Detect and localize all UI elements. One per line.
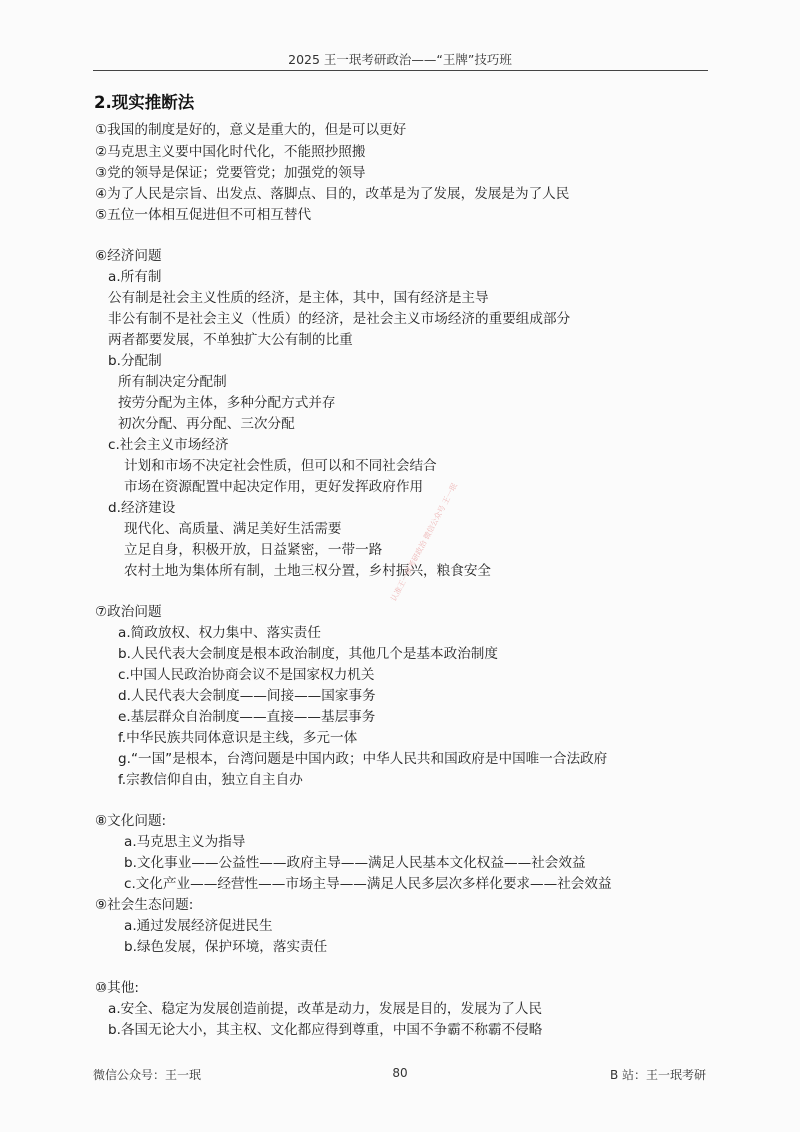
politics-item: f.宗教信仰自由，独立自主自办 — [118, 772, 303, 788]
economy-d-line: 立足自身，积极开放，日益紧密，一带一路 — [124, 542, 383, 558]
politics-item: d.人民代表大会制度——间接——国家事务 — [118, 688, 376, 704]
politics-item: b.人民代表大会制度是根本政治制度，其他几个是基本政治制度 — [118, 646, 498, 662]
culture-item: a.马克思主义为指导 — [124, 834, 246, 850]
culture-item: b.文化事业——公益性——政府主导——满足人民基本文化权益——社会效益 — [124, 855, 586, 871]
economy-a-line: 公有制是社会主义性质的经济，是主体，其中，国有经济是主导 — [108, 290, 489, 306]
economy-d-line: 现代化、高质量、满足美好生活需要 — [124, 521, 342, 537]
economy-b-line: 按劳分配为主体，多种分配方式并存 — [118, 395, 336, 411]
politics-item: e.基层群众自治制度——直接——基层事务 — [118, 709, 376, 725]
footer-page-number: 80 — [392, 1066, 408, 1080]
economy-b-title: b.分配制 — [108, 353, 162, 369]
society-heading: ⑨社会生态问题: — [95, 897, 194, 913]
footer-bilibili: B 站：王一珉考研 — [610, 1068, 707, 1082]
politics-item: f.中华民族共同体意识是主线，多元一体 — [118, 730, 358, 746]
economy-d-title: d.经济建设 — [108, 500, 176, 516]
footer-wechat: 微信公众号：王一珉 — [93, 1068, 202, 1082]
principle-4: ④为了人民是宗旨、出发点、落脚点、目的，改革是为了发展，发展是为了人民 — [95, 186, 570, 202]
other-item: b.各国无论大小，其主权、文化都应得到尊重，中国不争霸不称霸不侵略 — [108, 1022, 543, 1038]
page-header-title: 2025 王一珉考研政治——“王牌”技巧班 — [288, 52, 512, 67]
section-heading: 2.现实推断法 — [94, 93, 195, 112]
economy-b-line: 初次分配、再分配、三次分配 — [118, 416, 295, 432]
society-item: a.通过发展经济促进民生 — [124, 918, 273, 934]
principle-1: ①我国的制度是好的，意义是重大的，但是可以更好 — [95, 122, 407, 138]
economy-d-line: 农村土地为集体所有制，土地三权分置，乡村振兴，粮食安全 — [124, 563, 492, 579]
politics-item: g.“一国”是根本，台湾问题是中国内政；中华人民共和国政府是中国唯一合法政府 — [118, 751, 608, 767]
economy-c-line: 市场在资源配置中起决定作用，更好发挥政府作用 — [124, 479, 424, 495]
economy-a-line: 两者都要发展，不单独扩大公有制的比重 — [108, 332, 353, 348]
principle-5: ⑤五位一体相互促进但不可相互替代 — [95, 207, 312, 223]
economy-c-line: 计划和市场不决定社会性质，但可以和不同社会结合 — [124, 458, 437, 474]
economy-heading: ⑥经济问题 — [95, 248, 162, 264]
principle-3: ③党的领导是保证；党要管党；加强党的领导 — [95, 165, 366, 181]
society-item: b.绿色发展，保护环境，落实责任 — [124, 939, 328, 955]
economy-b-line: 所有制决定分配制 — [118, 374, 227, 390]
culture-item: c.文化产业——经营性——市场主导——满足人民多层次多样化要求——社会效益 — [124, 876, 612, 892]
other-heading: ⑩其他: — [95, 980, 139, 996]
economy-a-line: 非公有制不是社会主义（性质）的经济，是社会主义市场经济的重要组成部分 — [108, 311, 571, 327]
other-item: a.安全、稳定为发展创造前提，改革是动力，发展是目的，发展为了人民 — [108, 1001, 543, 1017]
economy-c-title: c.社会主义市场经济 — [108, 437, 229, 453]
politics-item: c.中国人民政治协商会议不是国家权力机关 — [118, 667, 375, 683]
economy-a-title: a.所有制 — [108, 269, 162, 285]
watermark: 认准王一珉考研政治 微信公众号 王一珉 — [388, 481, 459, 603]
politics-heading: ⑦政治问题 — [95, 604, 162, 620]
header-rule — [93, 70, 708, 71]
politics-item: a.简政放权、权力集中、落实责任 — [118, 625, 321, 641]
culture-heading: ⑧文化问题: — [95, 813, 167, 829]
principle-2: ②马克思主义要中国化时代化，不能照抄照搬 — [95, 144, 366, 160]
